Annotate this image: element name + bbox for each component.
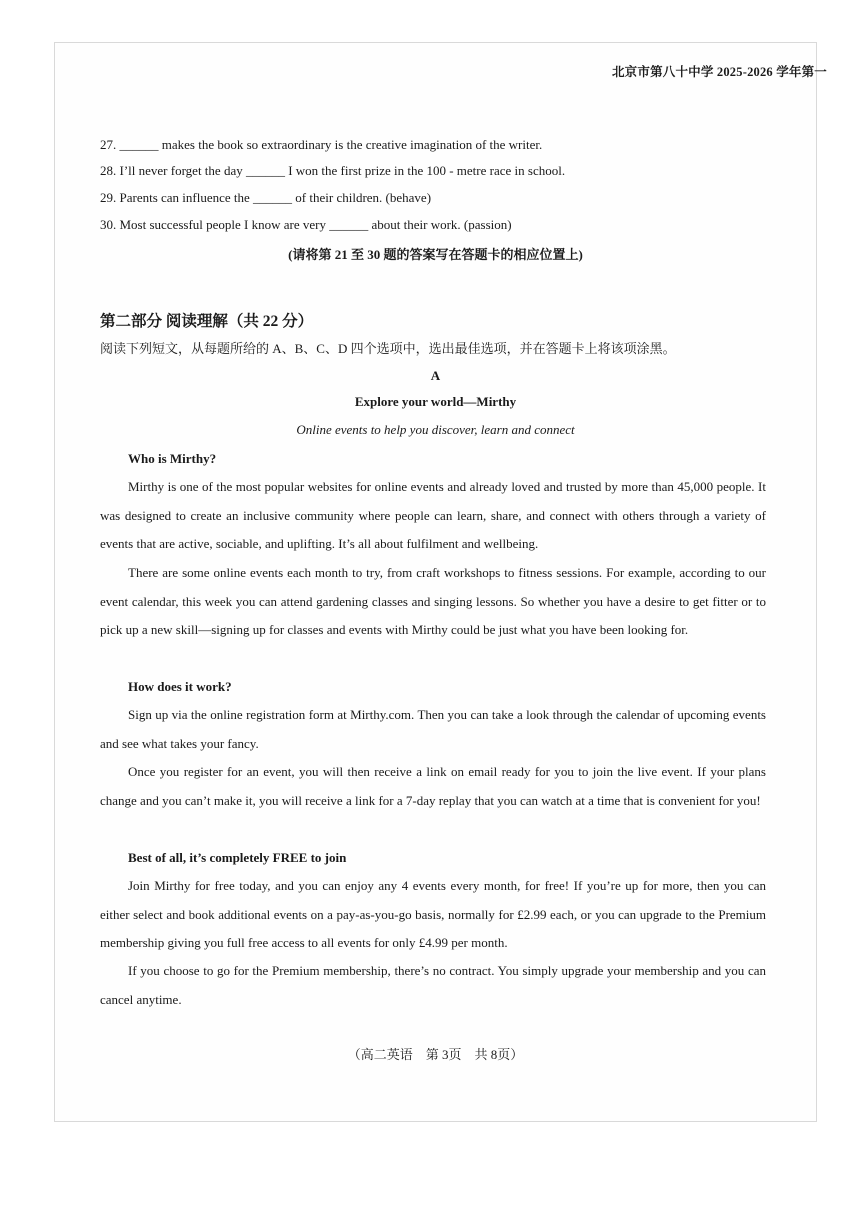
passage-subtitle: Online events to help you discover, learn and connect — [296, 422, 575, 437]
question-27: 27. ______ makes the book so extraordinary is the creative imagination of the writer. — [100, 137, 543, 152]
heading-how-it-works: How does it work? — [128, 679, 232, 694]
paragraph-2 — [100, 559, 766, 645]
page-footer: （高二英语 第 3页 共 8页） — [347, 1047, 524, 1062]
part-two-title: 第二部分 阅读理解（共 22 分） — [100, 313, 314, 330]
paragraph-3 — [100, 701, 766, 758]
paragraph-5-text: Join Mirthy for free today, and you can enjoy any 4 events every month, for free! If you’re up for more, then you can either select and book additional events on a pay-as-you-go basis, normally for £2.99 each, or you can upgrade to the Premium membership giving you full free access to all events for only £4.99 per month. — [100, 878, 766, 950]
heading-free-to-join: Best of all, it’s completely FREE to join — [128, 850, 347, 865]
paragraph-1 — [100, 473, 766, 559]
paragraph-6-text: If you choose to go for the Premium membership, there’s no contract. You simply upgrade your membership and you can cancel anytime. — [100, 963, 766, 1007]
passage-letter: A — [430, 368, 441, 383]
paragraph-4 — [100, 758, 766, 815]
paragraph-5 — [100, 872, 766, 958]
heading-who-is-mirthy: Who is Mirthy? — [128, 451, 217, 466]
question-28: 28. I’ll never forget the day ______ I won the first prize in the 100 - metre race in school. — [100, 163, 566, 178]
paragraph-2-text: There are some online events each month to try, from craft workshops to fitness sessions. For example, according to our event calendar, this week you can attend gardening classes and singing lessons. So whether you have a desire to get fitter or to pick up a new skill—signing up for classes and events with Mirthy could be just what you have been looking for. — [100, 565, 766, 637]
paragraph-1-text: Mirthy is one of the most popular websites for online events and already loved and trusted by more than 45,000 people. It was designed to create an inclusive community where people can learn, share, and connect with others through a variety of events that are active, sociable, and uplifting. It’s all about fulfilment and wellbeing. — [100, 479, 766, 551]
paragraph-4-text: Once you register for an event, you will then receive a link on email ready for you to join the live event. If your plans change and you can’t make it, you will receive a link for a 7-day replay that you can watch at a time that is convenient for you! — [100, 764, 766, 808]
passage-title: Explore your world—Mirthy — [354, 394, 517, 409]
question-29: 29. Parents can influence the ______ of their children. (behave) — [100, 190, 432, 205]
answer-sheet-note: (请将第 21 至 30 题的答案写在答题卡的相应位置上) — [288, 247, 583, 262]
part-two-instruction: 阅读下列短文，从每题所给的 A、B、C、D 四个选项中，选出最佳选项，并在答题卡上将该项涂黑。 — [100, 341, 676, 356]
paragraph-3-text: Sign up via the online registration form at Mirthy.com. Then you can take a look through the calendar of upcoming events and see what takes your fancy. — [100, 707, 766, 751]
question-30: 30. Most successful people I know are very ______ about their work. (passion) — [100, 217, 512, 232]
school-header: 北京市第八十中学 2025-2026 学年第一 — [611, 65, 827, 79]
paragraph-6 — [100, 957, 766, 1014]
